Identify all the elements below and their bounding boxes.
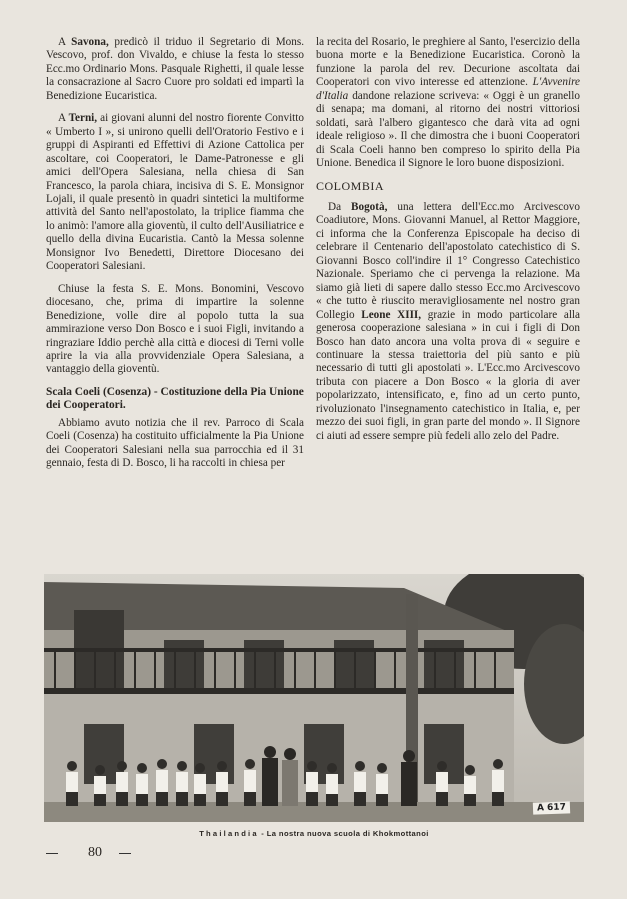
caption-separator: - bbox=[258, 829, 267, 838]
page-number: 80 bbox=[88, 845, 102, 860]
paragraph-savona bbox=[46, 36, 304, 103]
city-savona: Savona, bbox=[71, 36, 109, 48]
city-terni: Terni, bbox=[68, 112, 98, 125]
text: ai giovani alunni del nostro fiorente Convitto « Umberto I », si unirono quelli dell'Oratorio Festivo e i gruppi di Aspiranti ed Effettivi di Azione Cattolica per ascoltare, coi Cooperatori, le Dame-Patronesse e gli amici dell'Opera Salesiana, nella chiesa di San Francesco, la parola chiara, incisiva di S. E. Monsignor Lojali, il quale presentò in quadri sintetici la multiforme attività del Santo nell'apostolato, la triplice fiamma che lo animò: l'amore alla gioventù, il culto dell'Ausiliatrice e quello della divina Eucaristia. Cantò la Messa solenne Monsignor Ivo Benedetti, Direttore Diocesano dei Cooperatori Salesiani. bbox=[46, 112, 304, 273]
school-building-illustration bbox=[44, 574, 584, 822]
paragraph-terni bbox=[46, 112, 304, 273]
country-heading-colombia: COLOMBIA bbox=[316, 178, 385, 193]
right-column bbox=[316, 36, 580, 452]
text: grazie in modo particolare alla generosa cooperazione salesiana » in cui i figli di Don Bosco han dato ancora una volta prova di « seguire e continuare la stessa traiettoria del più santo e più necessario di tutti gli apostolati ». L'Ecc.mo Arcivescovo tributa con piacere a Don Bosco « la gloria di aver popolarizzato, intensificato, e, fino ad un certo punto, rivoluzionato l'insegnamento catechistico in Italia, e, per mezzo dei suoi figli, in gran parte del mondo ». Il Signore ci aiuti ad essere sempre più fedeli allo zelo del Padre. bbox=[316, 308, 580, 442]
photo-caption bbox=[44, 829, 584, 838]
text: A bbox=[58, 36, 72, 48]
text: una lettera dell'Ecc.mo Arcivescovo Coadiutore, Mons. Giovanni Manuel, al Rettor Maggiore, ci informa che la Conferenza Episcopale ha deciso di celebrare il Centenario dell'apostolato catechistico di S. Giovanni Bosco coll'indire il 1° Congresso Catechistico Nazionale. Speriamo che ci pervenga la relazione. Ma siamo già lieti di sapere dallo stesso Ecc.mo Arcivescovo « che tutto è riuscito meravigliosamente nel nostro gran Collegio bbox=[316, 200, 580, 321]
paragraph-bogota bbox=[316, 201, 580, 443]
text: dandone relazione scriveva: « Oggi è un granello di senapa; ma domani, al ritorno dei nostri vittoriosi soldati, sarà l'albero gigantesco che darà vita ad ogni ideale religioso ». Il che dimostra che i buoni Cooperatori di Scala Coeli hanno ben compreso lo spirito della Pia Unione. Benedica il Signore le loro buone disposizioni. bbox=[316, 89, 580, 170]
text: Da bbox=[328, 200, 352, 213]
school-name: Leone XIII, bbox=[361, 308, 422, 321]
paragraph-scala-coeli-cont bbox=[316, 36, 580, 171]
caption-place: Thailandia bbox=[199, 829, 259, 838]
caption-text: La nostra nuova scuola di Khokmottanoi bbox=[266, 829, 429, 838]
city-bogota: Bogotà, bbox=[351, 200, 388, 213]
school-photo bbox=[44, 574, 584, 822]
left-column bbox=[46, 36, 304, 480]
text: predicò il triduo il Segretario di Mons. Vescovo, prof. don Vivaldo, e chiuse la festa lo stesso Ecc.mo Ordinario Mons. Pasquale Righetti, il quale lesse la consacrazione al Sacro Cuore pro soldati ed impartì la Benedizione Eucaristica. bbox=[46, 36, 304, 102]
upper-door bbox=[244, 640, 284, 690]
paragraph-scala-coeli: Abbiamo avuto notizia che il rev. Parroco di Scala Coeli (Cosenza) ha costituito ufficialmente la Pia Unione dei Cooperatori Salesiani nella sua parrocchia ed il 31 gennaio, festa di D. Bosco, li ha raccolti in chiesa per bbox=[46, 416, 304, 470]
footer-dash bbox=[119, 853, 131, 854]
photo-number-tag: A 617 bbox=[533, 801, 570, 814]
text: A bbox=[58, 112, 69, 125]
upper-door bbox=[164, 640, 204, 690]
upper-door bbox=[424, 640, 464, 690]
text: la recita del Rosario, le preghiere al Santo, l'esercizio della buona morte e la Benedizione Eucaristica. Coronò la funzione la parola del rev. Decurione ascoltata dai Cooperatori con vivo interesse ed attenzione. bbox=[316, 36, 580, 89]
section-heading-scala-coeli: Scala Coeli (Cosenza) - Costituzione della Pia Unione dei Cooperatori. bbox=[46, 385, 304, 412]
footer-dash bbox=[46, 853, 58, 854]
paragraph-terni-closing: Chiuse la festa S. E. Mons. Bonomini, Vescovo diocesano, che, prima di impartire la solenne Benedizione, volle dire al popolo tutta la sua ammirazione verso Don Bosco e i suoi Figli, invitando a ringraziare Iddio perchè alla città e diocesi di Terni volle aprire la via alla provvidenziale Opera Salesiana, a vantaggio della gioventù. bbox=[46, 282, 304, 376]
journal-title: L'Avvenire d'Italia bbox=[316, 76, 580, 102]
